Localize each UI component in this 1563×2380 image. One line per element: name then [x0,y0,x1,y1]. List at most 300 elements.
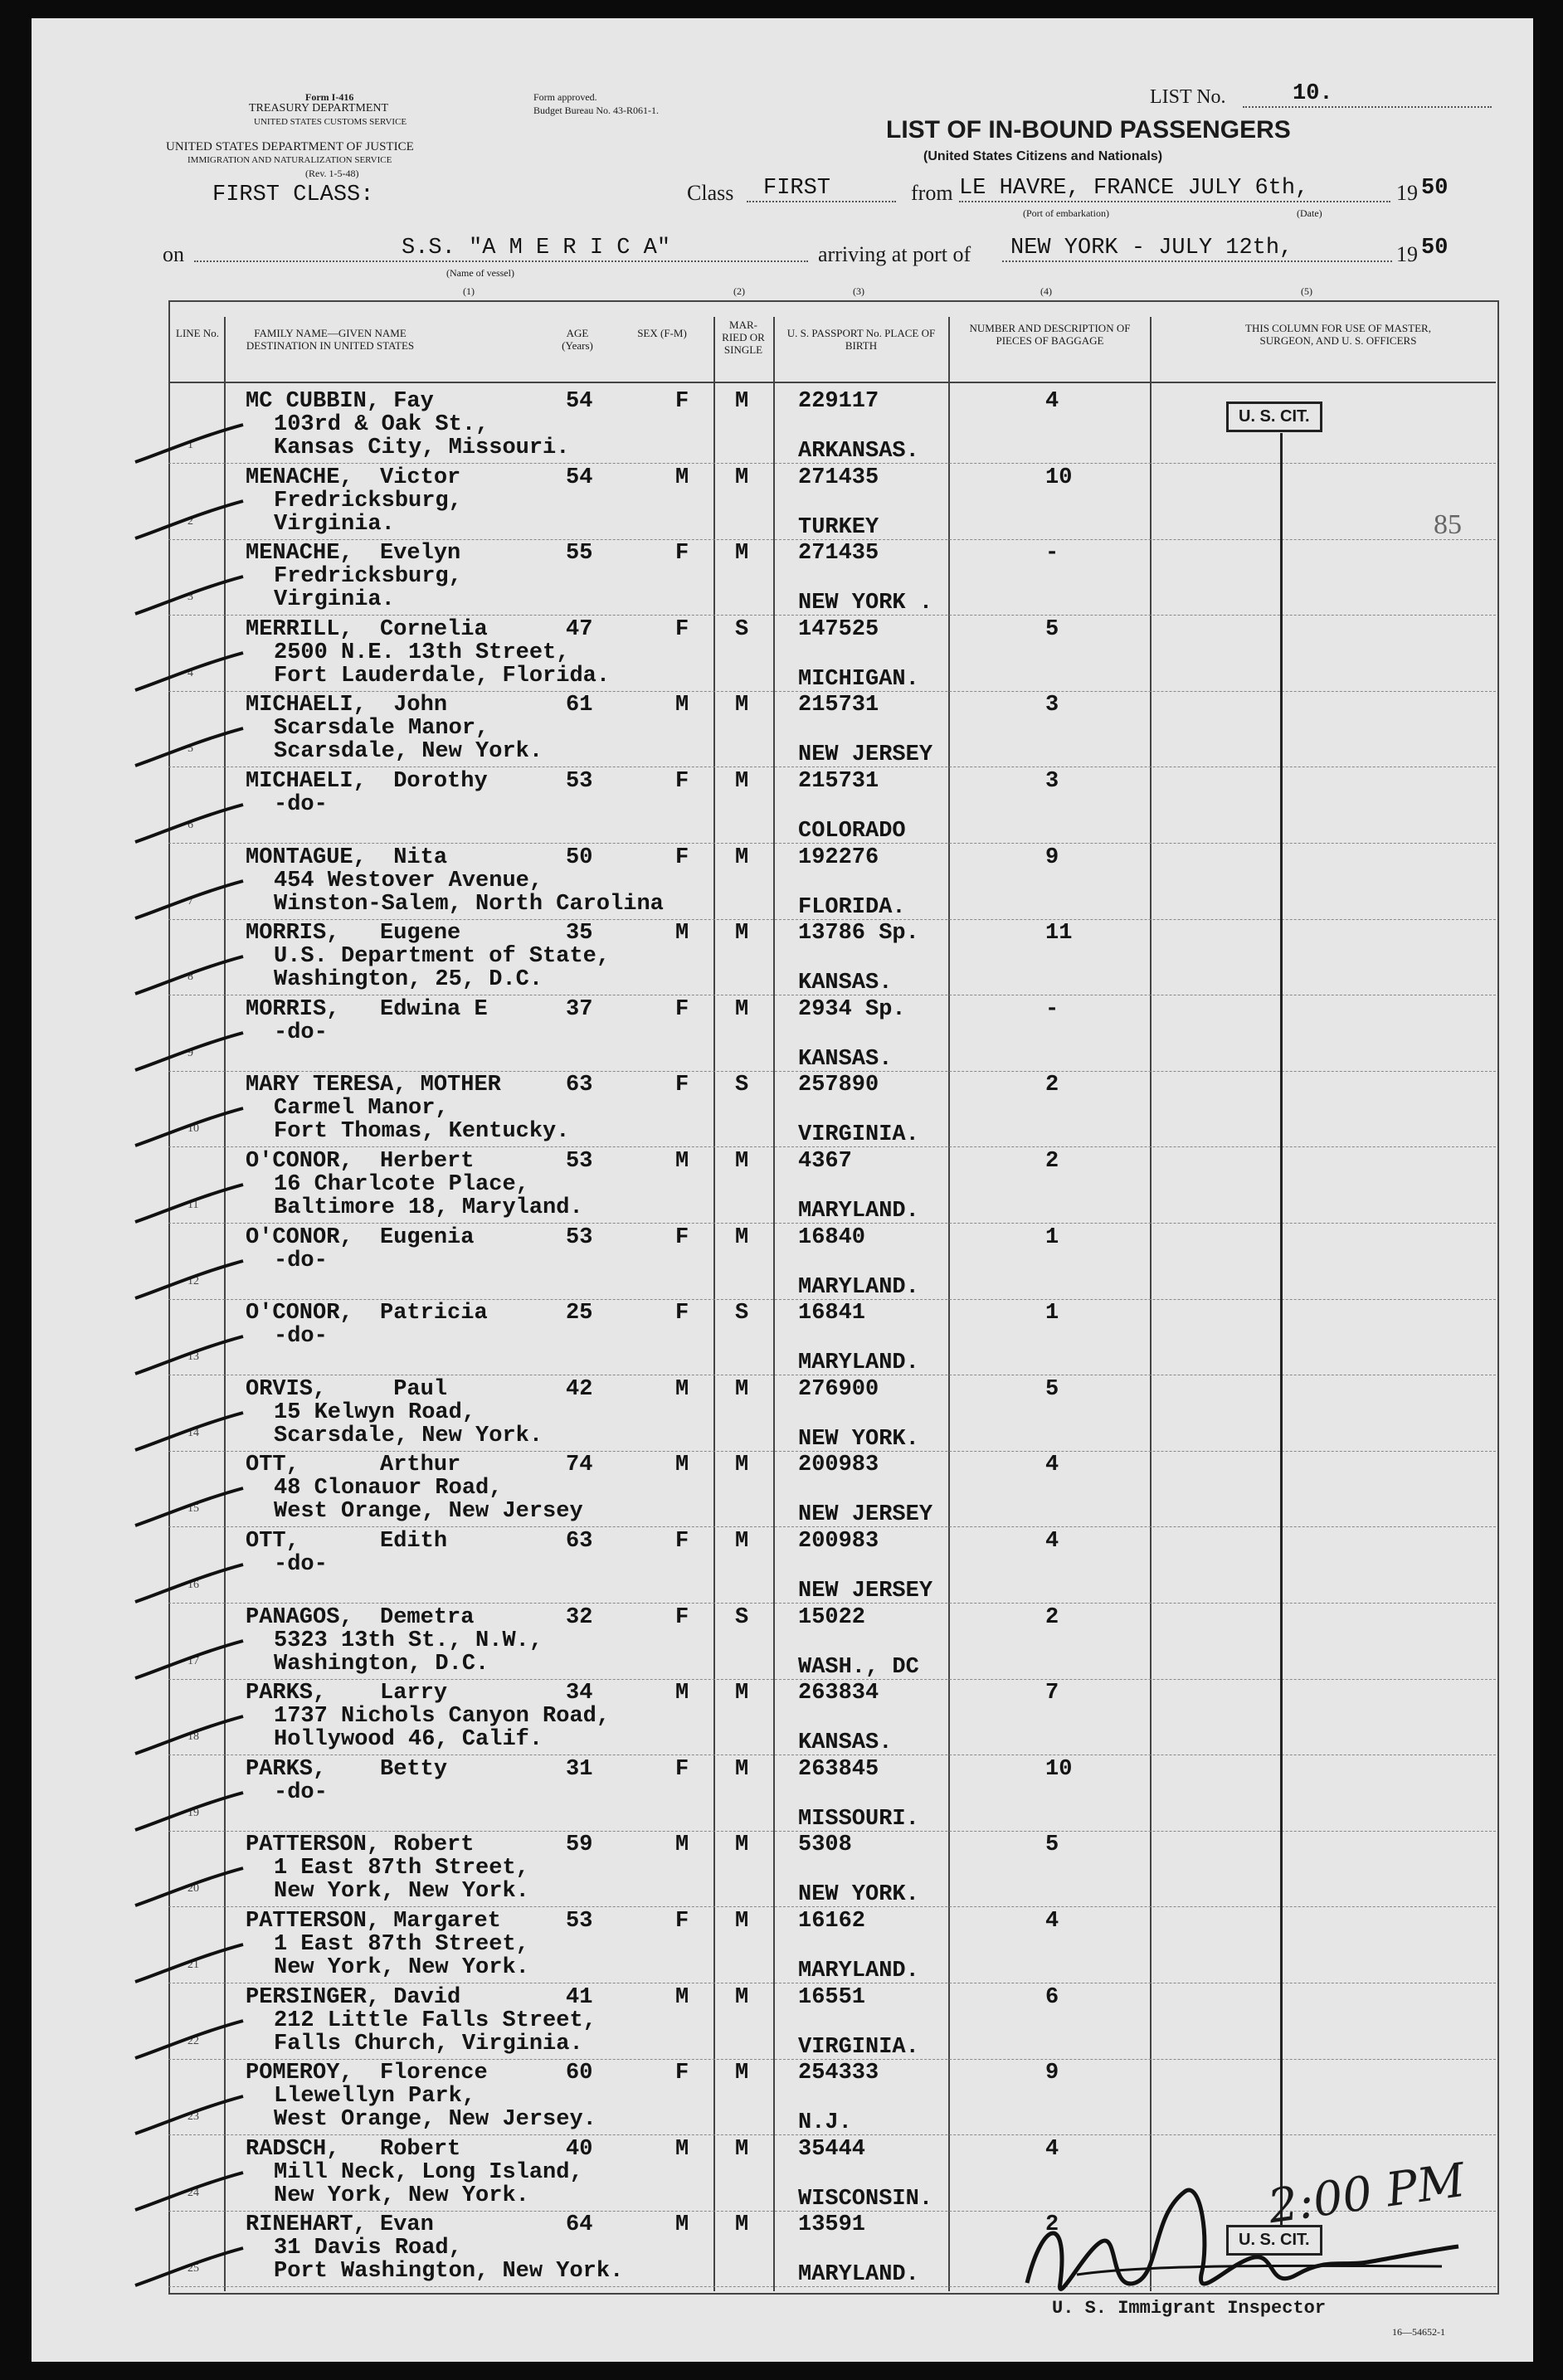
marital-status: M [735,541,749,567]
passenger-address-1: 31 Davis Road, [274,2236,462,2261]
passport-number: 16162 [798,1909,866,1934]
passenger-address-1: Carmel Manor, [274,1096,449,1122]
place-of-birth: MARYLAND. [798,2262,919,2288]
year-1: 50 [1421,176,1449,201]
passenger-address-1: 15 Kelwyn Road, [274,1399,476,1425]
from-label: from [911,181,953,205]
inspector-signature [1010,2167,1475,2316]
passenger-name: RINEHART, Evan [246,2212,434,2238]
passenger-sex: M [675,1984,689,2010]
passenger-sex: F [675,2061,689,2086]
header-line-no: LINE No. [176,327,219,339]
passenger-name: MARY TERESA, MOTHER [246,1073,501,1098]
place-of-birth: MARYLAND. [798,1274,919,1300]
passport-number: 271435 [798,541,879,567]
baggage-count: 1 [1045,1301,1059,1326]
marital-status: M [735,1376,749,1402]
baggage-count: 9 [1045,2061,1059,2086]
passenger-age: 60 [566,2061,593,2086]
line-number: 21 [187,1959,199,1971]
passenger-sex: M [675,465,689,490]
officer-bracket-line [1280,433,1283,2225]
passenger-address-2: Fort Thomas, Kentucky. [274,1119,570,1145]
passenger-name: PARKS, Betty [246,1756,448,1782]
col-divider [713,317,715,2291]
marital-status: M [735,844,749,870]
marital-status: M [735,2136,749,2162]
check-mark-icon [131,649,247,698]
passenger-address-1: 48 Clonauor Road, [274,1476,503,1501]
passenger-address-1: Llewellyn Park, [274,2084,476,2110]
passenger-address-1: 103rd & Oak St., [274,412,489,437]
passenger-address-1: -do- [274,1552,328,1577]
passport-number: 215731 [798,693,879,718]
place-of-birth: KANSAS. [798,1046,893,1072]
passenger-age: 54 [566,389,593,414]
baggage-count: - [1045,996,1059,1022]
inspector-caption: U. S. Immigrant Inspector [1052,2298,1327,2319]
passenger-address-1: -do- [274,792,328,817]
baggage-count: 4 [1045,1909,1059,1934]
passenger-address-1: 1 East 87th Street, [274,1932,529,1957]
passenger-age: 53 [566,1149,593,1174]
document-title: LIST OF IN-BOUND PASSENGERS [886,116,1291,144]
place-of-birth: WISCONSIN. [798,2186,933,2212]
from-field [959,176,1390,202]
col-number-3: (3) [853,285,864,297]
col-number-4: (4) [1040,285,1052,297]
baggage-count: 5 [1045,1832,1059,1858]
check-mark-icon [131,1940,247,1990]
check-mark-icon [131,952,247,1002]
passenger-age: 32 [566,1604,593,1630]
passport-number: 16551 [798,1984,866,2010]
passenger-age: 47 [566,616,593,642]
place-of-birth: MARYLAND. [798,1199,919,1224]
passenger-address-1: 5323 13th St., N.W., [274,1628,543,1653]
check-mark-icon [131,1180,247,1230]
marital-status: S [735,1301,749,1326]
line-number: 7 [187,894,193,908]
arrival-time-note: 2:00 PM [1264,2153,1468,2235]
arrival-value: NEW YORK - JULY 12th, [1010,236,1293,260]
header-married: MAR-RIED OR SINGLE [722,319,765,356]
from-value: LE HAVRE, FRANCE JULY 6th, [959,176,1309,201]
passenger-sex: F [675,1073,689,1098]
check-mark-icon [131,2017,247,2066]
line-number: 10 [187,1122,199,1136]
check-mark-icon [131,2092,247,2142]
passenger-sex: M [675,693,689,718]
passenger-age: 53 [566,769,593,794]
marital-status: M [735,1453,749,1478]
baggage-count: 4 [1045,1529,1059,1554]
passenger-age: 55 [566,541,593,567]
line-number: 18 [187,1730,199,1744]
passenger-age: 61 [566,693,593,718]
passenger-sex: M [675,1149,689,1174]
line-number: 3 [187,591,193,604]
passenger-address-2: Hollywood 46, Calif. [274,1727,543,1753]
check-mark-icon [131,877,247,927]
passenger-address-2: New York, New York. [274,1955,529,1980]
arrival-field [1002,236,1392,262]
baggage-count: 2 [1045,1149,1059,1174]
baggage-count: 6 [1045,1984,1059,2010]
passenger-name: MC CUBBIN, Fay [246,389,434,414]
passenger-address-2: Scarsdale, New York. [274,739,543,765]
year-prefix-1: 19 [1396,181,1418,205]
line-number: 8 [187,971,193,984]
col-divider [773,317,775,2291]
vessel-caption: (Name of vessel) [446,267,514,279]
passport-number: 263845 [798,1756,879,1782]
check-mark-icon [131,1560,247,1610]
passenger-age: 64 [566,2212,593,2238]
line-number: 9 [187,1046,193,1059]
passenger-age: 50 [566,844,593,870]
passenger-name: O'CONOR, Patricia [246,1301,488,1326]
line-number: 24 [187,2186,199,2199]
footer-code: 16—54652-1 [1392,2326,1445,2338]
passenger-name: O'CONOR, Herbert [246,1149,475,1174]
baggage-count: 9 [1045,844,1059,870]
passenger-manifest-page [32,18,1533,2362]
baggage-count: 5 [1045,616,1059,642]
line-number: 19 [187,1806,199,1819]
line-number: 11 [187,1199,199,1211]
check-mark-icon [131,1104,247,1154]
place-of-birth: VIRGINIA. [798,1122,919,1148]
marital-status: M [735,2061,749,2086]
passenger-address-1: 454 Westover Avenue, [274,868,543,893]
check-mark-icon [131,724,247,774]
passport-number: 13786 Sp. [798,921,919,947]
passenger-address-2: Winston-Salem, North Carolina [274,891,664,917]
col-number-2: (2) [733,285,745,297]
col-divider [1150,317,1152,2291]
place-of-birth: NEW YORK. [798,1882,919,1908]
header-officers: THIS COLUMN FOR USE OF MASTER, SURGEON, AND U. S. OFFICERS [1245,322,1431,347]
class-field [747,176,896,202]
line-number: 20 [187,1882,199,1896]
place-of-birth: MISSOURI. [798,1806,919,1832]
baggage-count: 2 [1045,2212,1059,2238]
passport-number: 15022 [798,1604,866,1630]
marital-status: M [735,1909,749,1934]
baggage-count: 3 [1045,769,1059,794]
place-of-birth: TURKEY [798,514,879,540]
passenger-address-1: Fredricksburg, [274,488,462,513]
passenger-address-1: -do- [274,1248,328,1273]
marital-status: M [735,465,749,490]
passenger-address-2: West Orange, New Jersey. [274,2107,596,2133]
passenger-address-2: Virginia. [274,587,395,613]
place-of-birth: NEW JERSEY [798,742,933,768]
passenger-sex: F [675,541,689,567]
passenger-age: 63 [566,1073,593,1098]
place-of-birth: NEW JERSEY [798,1579,933,1604]
line-number: 2 [187,514,193,528]
passenger-address-1: -do- [274,1020,328,1045]
header-age: AGE (Years) [562,327,593,352]
passenger-address-1: Mill Neck, Long Island, [274,2159,583,2185]
passenger-age: 54 [566,465,593,490]
ins-service: IMMIGRATION AND NATURALIZATION SERVICE [187,155,392,165]
passport-number: 215731 [798,769,879,794]
line-number: 14 [187,1426,199,1439]
passenger-address-2: Falls Church, Virginia. [274,2031,583,2056]
line-number: 13 [187,1351,199,1364]
vessel-name: S.S. "A M E R I C A" [402,236,671,260]
line-number: 6 [187,819,193,831]
marital-status: S [735,616,749,642]
check-mark-icon [131,1409,247,1458]
passenger-address-1: Fredricksburg, [274,564,462,590]
passenger-age: 41 [566,1984,593,2010]
passenger-address-2: Kansas City, Missouri. [274,436,570,460]
place-of-birth: VIRGINIA. [798,2034,919,2060]
class-value: FIRST [763,176,831,201]
passenger-address-2: Washington, 25, D.C. [274,967,543,993]
passenger-age: 31 [566,1756,593,1782]
marital-status: M [735,1984,749,2010]
passenger-sex: F [675,1756,689,1782]
marital-status: M [735,1224,749,1250]
passenger-sex: M [675,921,689,947]
check-mark-icon [131,2244,247,2294]
line-number: 4 [187,666,193,679]
baggage-count: 7 [1045,1681,1059,1706]
passport-number: 254333 [798,2061,879,2086]
check-mark-icon [131,572,247,622]
passenger-sex: F [675,1301,689,1326]
passenger-address-1: 1 East 87th Street, [274,1856,529,1881]
passenger-name: ORVIS, Paul [246,1376,448,1402]
place-of-birth: KANSAS. [798,971,893,996]
line-number: 1 [187,439,193,451]
header-passport: U. S. PASSPORT No. PLACE OF BIRTH [786,327,936,352]
passport-number: 4367 [798,1149,852,1174]
passenger-sex: M [675,1376,689,1402]
place-of-birth: FLORIDA. [798,894,906,920]
year-2: 50 [1421,236,1449,260]
budget-bureau: Budget Bureau No. 43-R061-1. [533,105,659,116]
passenger-address-1: -do- [274,1779,328,1805]
passenger-name: MORRIS, Eugene [246,921,461,947]
passenger-address-2: West Orange, New Jersey [274,1499,583,1525]
check-mark-icon [131,801,247,850]
passenger-name: MORRIS, Edwina E [246,996,488,1022]
passenger-name: PATTERSON, Robert [246,1832,475,1858]
first-class-heading: FIRST CLASS: [212,183,374,207]
check-mark-icon [131,421,247,470]
passenger-name: PATTERSON, Margaret [246,1909,501,1934]
passenger-age: 53 [566,1224,593,1250]
passenger-sex: F [675,1529,689,1554]
marital-status: M [735,389,749,414]
passport-number: 147525 [798,616,879,642]
check-mark-icon [131,1332,247,1382]
date-caption: (Date) [1297,207,1322,219]
passenger-address-1: 2500 N.E. 13th Street, [274,640,570,665]
check-mark-icon [131,1789,247,1838]
passenger-name: OTT, Arthur [246,1453,461,1478]
passport-number: 276900 [798,1376,879,1402]
arriving-label: arriving at port of [818,242,971,266]
passenger-name: PARKS, Larry [246,1681,448,1706]
passenger-name: POMEROY, Florence [246,2061,488,2086]
passport-number: 229117 [798,389,879,414]
marital-status: M [735,1832,749,1858]
line-number: 16 [187,1579,199,1591]
passenger-sex: F [675,996,689,1022]
marital-status: M [735,1756,749,1782]
place-of-birth: COLORADO [798,819,906,844]
marital-status: S [735,1604,749,1630]
passenger-age: 37 [566,996,593,1022]
place-of-birth: MARYLAND. [798,1959,919,1983]
passenger-sex: F [675,389,689,414]
marital-status: M [735,996,749,1022]
passenger-name: MICHAELI, Dorothy [246,769,488,794]
baggage-count: 10 [1045,465,1073,490]
passenger-address-2: Virginia. [274,511,395,537]
check-mark-icon [131,1257,247,1307]
place-of-birth: ARKANSAS. [798,439,919,464]
passenger-name: MONTAGUE, Nita [246,844,448,870]
passenger-name: OTT, Edith [246,1529,448,1554]
marital-status: M [735,693,749,718]
marital-status: M [735,769,749,794]
baggage-count: 4 [1045,1453,1059,1478]
col-number-5: (5) [1301,285,1312,297]
place-of-birth: NEW YORK . [798,591,933,616]
passport-number: 16840 [798,1224,866,1250]
passenger-sex: F [675,616,689,642]
place-of-birth: WASH., DC [798,1654,919,1680]
line-number: 17 [187,1654,199,1667]
check-mark-icon [131,1637,247,1686]
passenger-sex: F [675,1604,689,1630]
baggage-count: 11 [1045,921,1073,947]
passport-number: 35444 [798,2136,866,2162]
line-number: 15 [187,1502,199,1516]
passenger-address-1: 212 Little Falls Street, [274,2008,596,2033]
baggage-count: 4 [1045,389,1059,414]
passenger-address-1: Scarsdale Manor, [274,716,489,742]
passenger-address-2: Fort Lauderdale, Florida. [274,663,611,689]
header-sex: SEX (F-M) [637,327,687,339]
line-number: 22 [187,2034,199,2047]
passenger-name: PANAGOS, Demetra [246,1604,475,1630]
list-no: 10. [1293,81,1333,106]
passenger-age: 59 [566,1832,593,1858]
line-number: 23 [187,2110,199,2124]
form-number: Form I-416 [305,91,354,103]
check-mark-icon [131,497,247,547]
passenger-sex: M [675,1832,689,1858]
baggage-count: 2 [1045,1604,1059,1630]
header-bottom-rule [168,382,1496,383]
check-mark-icon [131,2168,247,2218]
passenger-address-2: Baltimore 18, Maryland. [274,1195,583,1220]
passport-number: 5308 [798,1832,852,1858]
passenger-address-1: -do- [274,1324,328,1350]
class-label: Class [687,181,734,205]
header-baggage: NUMBER AND DESCRIPTION OF PIECES OF BAGGAGE [969,322,1131,347]
passenger-sex: F [675,1909,689,1934]
justice-dept: UNITED STATES DEPARTMENT OF JUSTICE [166,140,414,153]
revision: (Rev. 1-5-48) [305,168,359,179]
passport-number: 16841 [798,1301,866,1326]
col-divider [948,317,950,2291]
passport-number: 13591 [798,2212,866,2238]
baggage-count: 4 [1045,2136,1059,2162]
passport-number: 271435 [798,465,879,490]
list-no-value [1243,81,1492,108]
passport-number: 257890 [798,1073,879,1098]
place-of-birth: NEW JERSEY [798,1502,933,1528]
line-number: 12 [187,1274,199,1287]
line-number: 25 [187,2262,199,2275]
passenger-age: 35 [566,921,593,947]
passenger-address-1: 16 Charlcote Place, [274,1172,529,1197]
place-of-birth: KANSAS. [798,1730,893,1756]
check-mark-icon [131,1484,247,1534]
check-mark-icon [131,1029,247,1078]
marital-status: M [735,1681,749,1706]
marital-status: S [735,1073,749,1098]
baggage-count: 3 [1045,693,1059,718]
line-number: 5 [187,742,193,756]
list-no-label: LIST No. [1150,86,1226,108]
baggage-count: - [1045,541,1059,567]
passport-number: 2934 Sp. [798,996,906,1022]
passenger-sex: M [675,2136,689,2162]
marital-status: M [735,921,749,947]
passenger-age: 42 [566,1376,593,1402]
passenger-address-1: 1737 Nichols Canyon Road, [274,1704,611,1730]
baggage-count: 1 [1045,1224,1059,1250]
baggage-count: 2 [1045,1073,1059,1098]
passenger-age: 34 [566,1681,593,1706]
us-citizen-stamp: U. S. CIT. [1226,2225,1322,2256]
passenger-age: 63 [566,1529,593,1554]
passenger-address-2: Scarsdale, New York. [274,1423,543,1448]
passport-number: 200983 [798,1529,879,1554]
marital-status: M [735,2212,749,2238]
check-mark-icon [131,1712,247,1762]
passenger-sex: M [675,1681,689,1706]
passenger-name: MICHAELI, John [246,693,448,718]
passenger-name: MENACHE, Victor [246,465,461,490]
vessel-field [194,236,808,262]
passenger-address-2: New York, New York. [274,1879,529,1905]
marital-status: M [735,1529,749,1554]
baggage-count: 5 [1045,1376,1059,1402]
passenger-age: 53 [566,1909,593,1934]
passenger-name: RADSCH, Robert [246,2136,461,2162]
passenger-sex: F [675,769,689,794]
on-label: on [163,242,184,266]
baggage-count: 10 [1045,1756,1073,1782]
passenger-name: MENACHE, Evelyn [246,541,461,567]
passenger-age: 74 [566,1453,593,1478]
passenger-sex: M [675,2212,689,2238]
passenger-address-2: Port Washington, New York. [274,2259,624,2285]
passenger-sex: F [675,1224,689,1250]
